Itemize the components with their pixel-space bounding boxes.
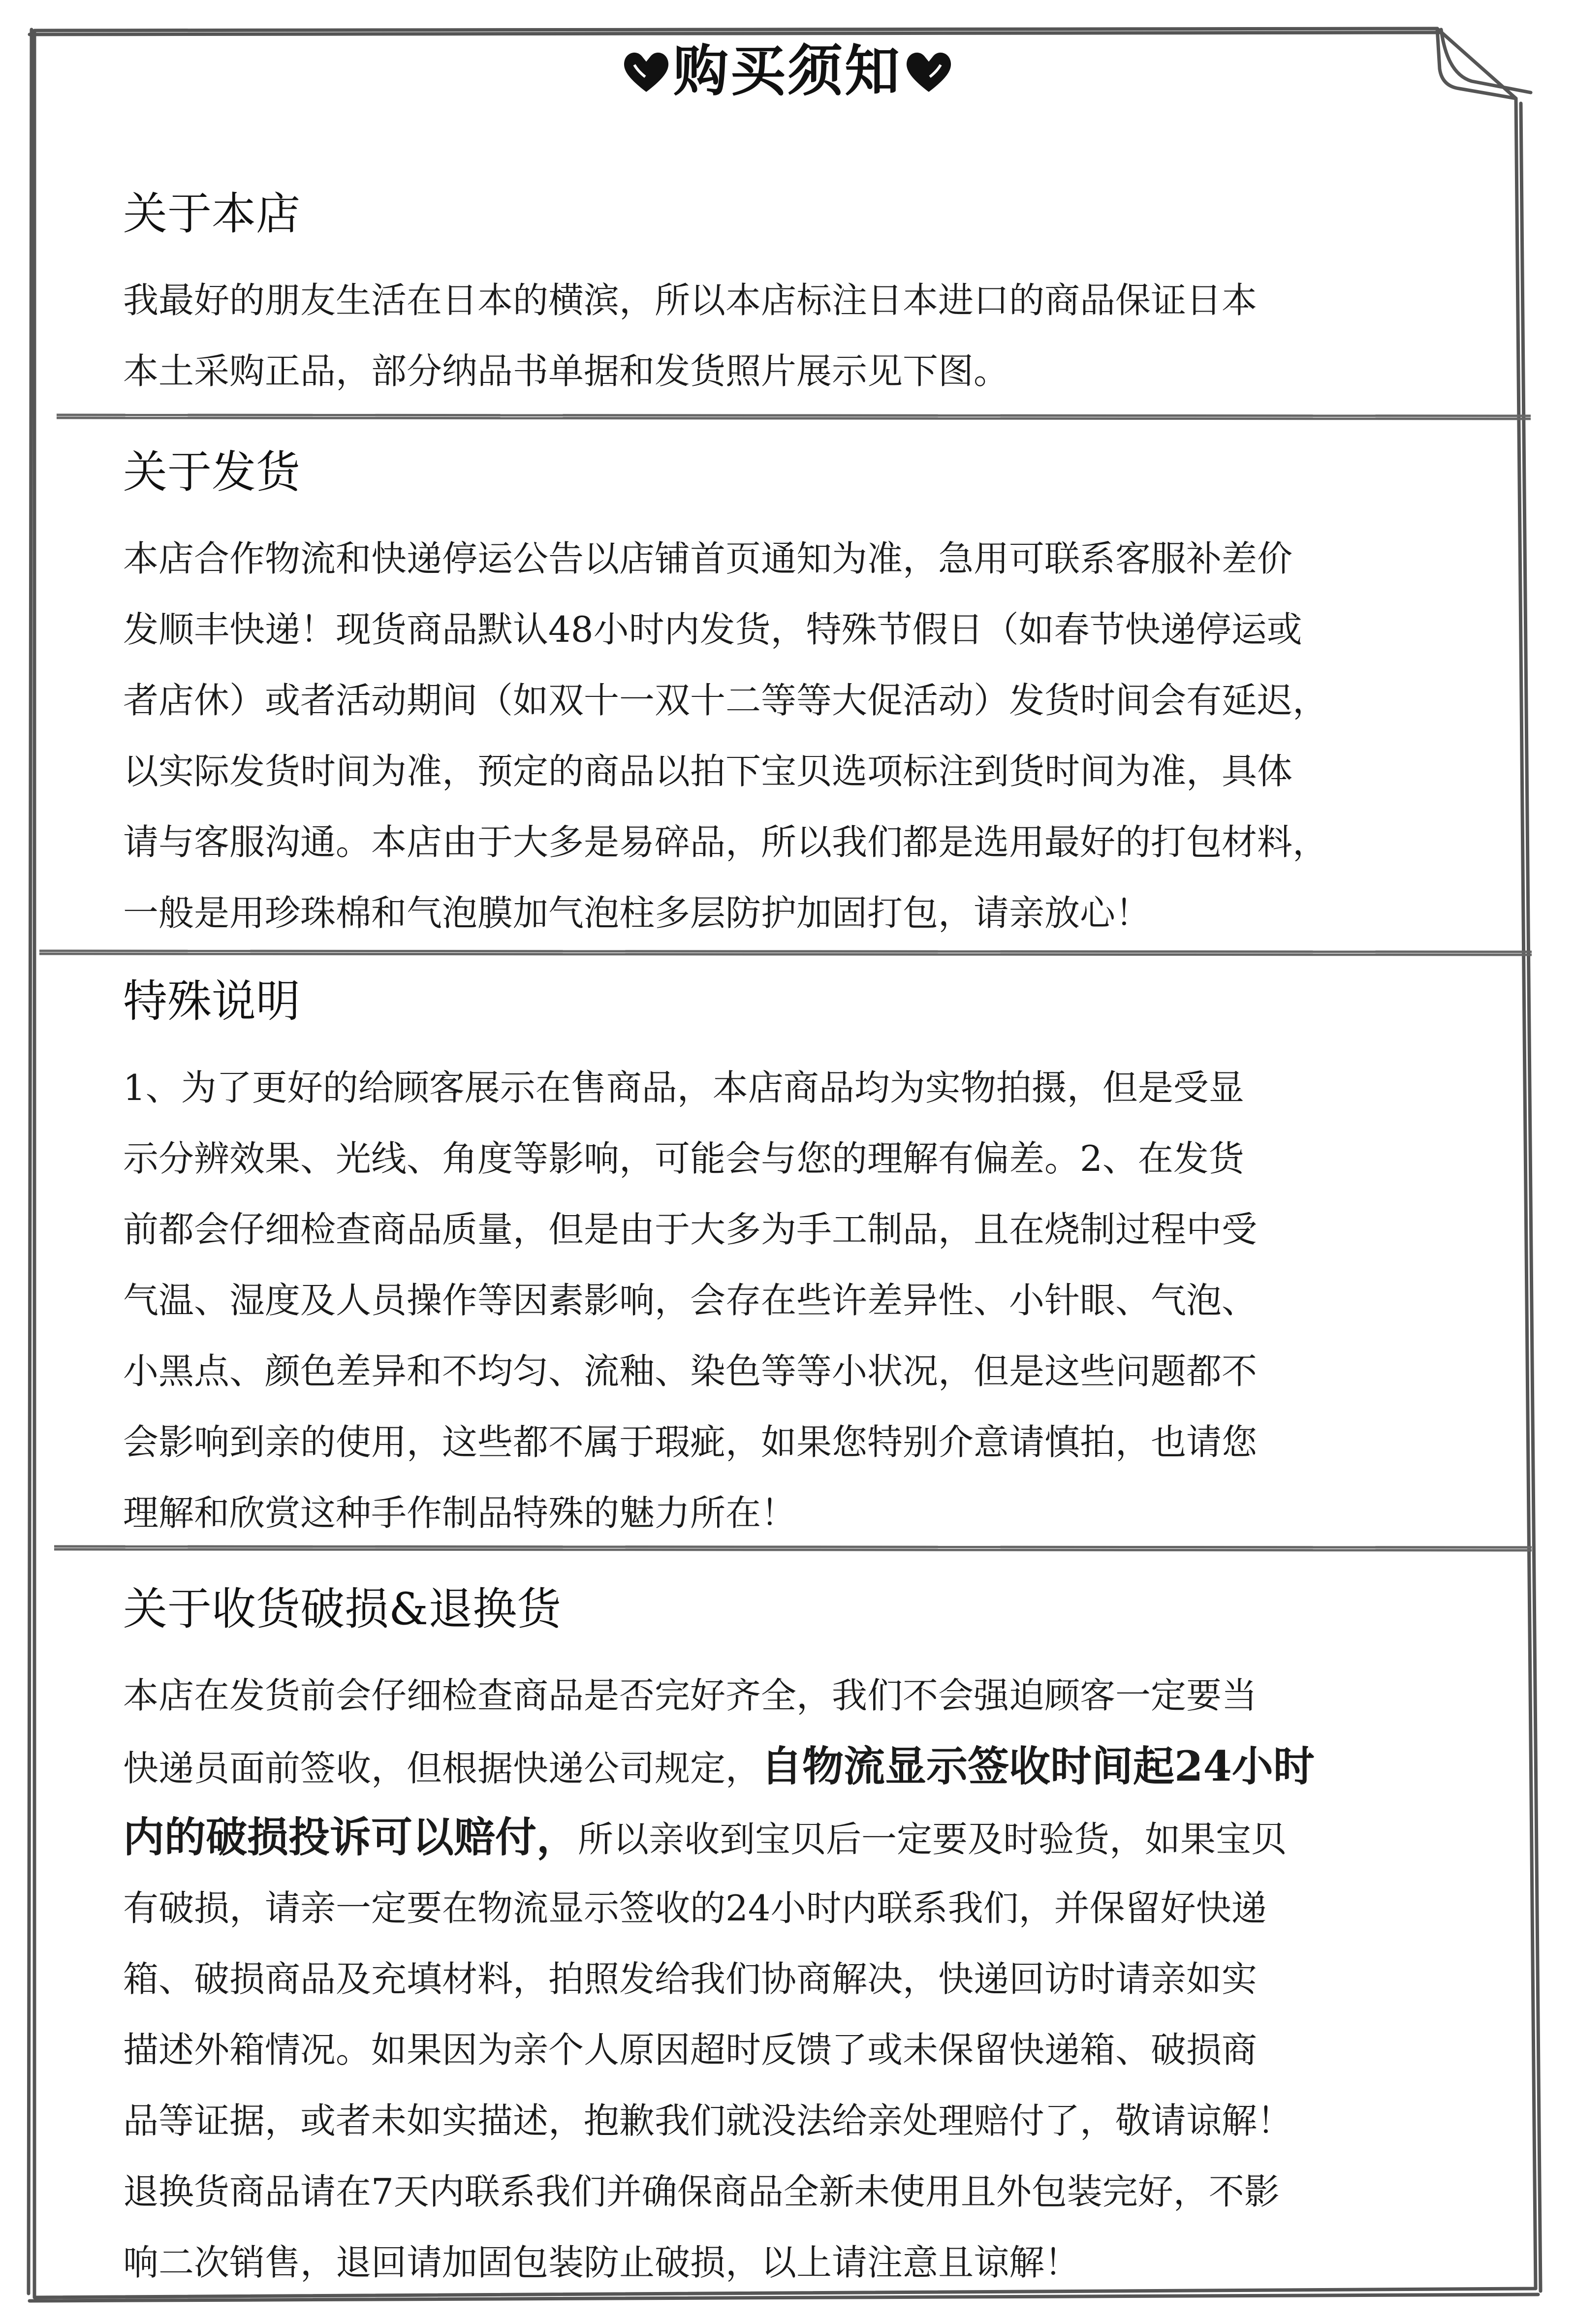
heart-icon (902, 44, 956, 98)
text-line: 气温、湿度及人员操作等因素影响，会存在些许差异性、小针眼、气泡、 (123, 1280, 1258, 1321)
text-line: 理解和欣赏这种手作制品特殊的魅力所在！ (123, 1492, 797, 1534)
divider (39, 951, 1532, 952)
text-line: 我最好的朋友生活在日本的横滨，所以本店标注日本进口的商品保证日本 (123, 280, 1258, 321)
text-line: 小黑点、颜色差异和不均匀、流釉、染色等等小状况，但是这些问题都不 (123, 1350, 1258, 1392)
text-line: 本土采购正品，部分纳品书单据和发货照片展示见下图。 (123, 350, 1009, 392)
text-normal: 快递员面前签收，但根据快递公司规定， (123, 1748, 761, 1789)
section-about-store (123, 188, 1511, 407)
text-line: 者店休）或者活动期间（如双十一双十二等等大促活动）发货时间会有延迟， (123, 680, 1328, 721)
text-line (123, 1731, 1511, 1802)
text-line: 描述外箱情况。如果因为亲个人原因超时反馈了或未保留快递箱、破损商 (123, 2029, 1258, 2071)
text-line: 会影响到亲的使用，这些都不属于瑕疵，如果您特别介意请慎拍，也请您 (123, 1421, 1258, 1463)
section-heading: 关于本店 (123, 188, 300, 240)
section-heading: 特殊说明 (123, 975, 300, 1027)
text-emphasis: 自物流显示签收时间起24小时 (761, 1742, 1315, 1790)
text-line: 本店在发货前会仔细检查商品是否完好齐全，我们不会强迫顾客一定要当 (123, 1675, 1258, 1716)
page-title: 购买须知 (673, 39, 902, 103)
text-line: 响二次销售，退回请加固包装防止破损，以上请注意且谅解！ (123, 2242, 1080, 2283)
section-damage-returns (123, 1583, 1511, 2298)
text-line: 箱、破损商品及充填材料，拍照发给我们协商解决，快递回访时请亲如实 (123, 1958, 1258, 2000)
text-line (123, 1802, 1511, 1873)
text-line: 有破损，请亲一定要在物流显示签收的24小时内联系我们，并保留好快递 (123, 1887, 1267, 1929)
text-line: 请与客服沟通。本店由于大多是易碎品，所以我们都是选用最好的打包材料， (123, 821, 1328, 863)
section-shipping (123, 446, 1511, 948)
text-emphasis: 内的破损投诉可以赔付， (123, 1813, 578, 1861)
text-line: 本店合作物流和快递停运公告以店铺首页通知为准，急用可联系客服补差价 (123, 538, 1293, 579)
section-heading: 关于收货破损&退换货 (123, 1583, 562, 1635)
text-line: 一般是用珍珠棉和气泡膜加气泡柱多层防护加固打包，请亲放心！ (123, 892, 1151, 934)
text-line: 前都会仔细检查商品质量，但是由于大多为手工制品，且在烧制过程中受 (123, 1209, 1258, 1250)
text-normal: 所以亲收到宝贝后一定要及时验货，如果宝贝 (578, 1819, 1287, 1860)
text-line: 示分辨效果、光线、角度等影响，可能会与您的理解有偏差。2、在发货 (123, 1138, 1244, 1179)
text-line: 退换货商品请在7天内联系我们并确保商品全新未使用且外包装完好，不影 (123, 2171, 1280, 2212)
section-heading: 关于发货 (123, 446, 300, 498)
section-body (123, 1052, 1511, 1548)
section-body (123, 1660, 1511, 2298)
divider (57, 415, 1531, 416)
title-bar (0, 30, 1575, 113)
section-body (123, 265, 1511, 407)
text-line: 品等证据，或者未如实描述，抱歉我们就没法给亲处理赔付了，敬请谅解！ (123, 2100, 1293, 2141)
text-line: 发顺丰快递！现货商品默认48小时内发货，特殊节假日（如春节快递停运或 (123, 609, 1302, 650)
section-body (123, 523, 1511, 948)
heart-icon (619, 44, 673, 98)
section-special-notes (123, 975, 1511, 1548)
text-line: 1、为了更好的给顾客展示在售商品，本店商品均为实物拍摄，但是受显 (123, 1067, 1244, 1108)
text-line: 以实际发货时间为准，预定的商品以拍下宝贝选项标注到货时间为准，具体 (123, 751, 1293, 792)
